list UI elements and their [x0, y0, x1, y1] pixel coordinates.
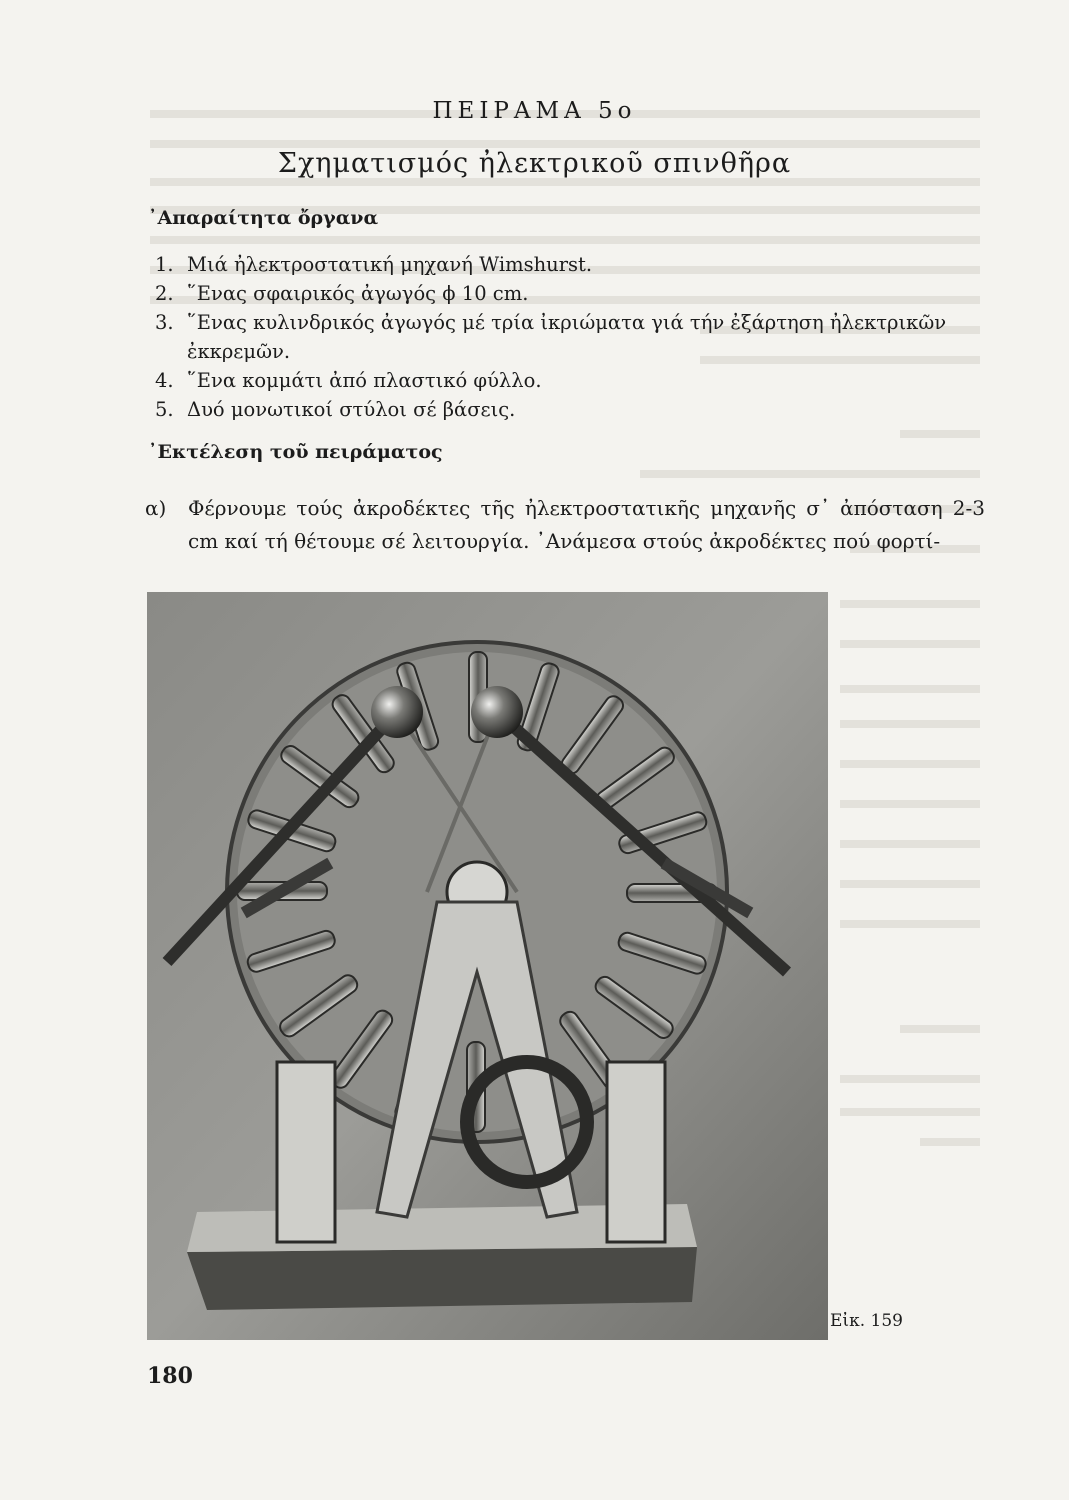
- item-number: 3.: [155, 311, 174, 334]
- list-item: [155, 250, 985, 279]
- procedure-section-label: ᾿Εκτέλεση τοῦ πειράματος: [148, 441, 443, 463]
- item-number: 2.: [155, 282, 174, 305]
- item-text: ῞Ενα κομμάτι ἀπό πλαστικό φύλλο.: [187, 369, 542, 392]
- item-text: ῞Ενας σφαιρικός ἀγωγός ϕ 10 cm.: [187, 282, 529, 305]
- page-number: 180: [147, 1363, 193, 1389]
- tools-list: [155, 250, 985, 424]
- tools-section-label: ᾿Απαραίτητα ὄργανα: [148, 207, 379, 229]
- item-text: ῞Ενας κυλινδρικός ἀγωγός μέ τρία ἰκριώματα γιά τήν ἐξάρτηση ἠλεκτρικῶν ἐκκρεμῶν.: [187, 311, 947, 363]
- item-text: Μιά ἠλεκτροστατική μηχανή Wimshurst.: [187, 253, 593, 276]
- list-item: [155, 366, 985, 395]
- item-number: 5.: [155, 398, 174, 421]
- step-text: Φέρνουμε τούς ἀκροδέκτες τῆς ἠλεκτροστατικῆς μηχανῆς σ᾿ ἀπόσταση 2-3 cm καί τή θέτουμε σέ λειτουργία. ᾿Ανάμεσα στούς ἀκροδέκτες πού φορτί-: [188, 496, 985, 553]
- item-text: Δυό μονωτικοί στύλοι σέ βάσεις.: [187, 398, 516, 421]
- step-marker: α): [145, 496, 167, 520]
- procedure-step: [145, 492, 985, 558]
- item-number: 1.: [155, 253, 174, 276]
- list-item: [155, 308, 985, 366]
- wimshurst-machine-photo: [147, 592, 828, 1340]
- experiment-heading: ΠΕΙΡΑΜΑ 5ο: [432, 98, 637, 124]
- list-item: [155, 395, 985, 424]
- item-number: 4.: [155, 369, 174, 392]
- list-item: [155, 279, 985, 308]
- experiment-title: Σχηματισμός ἠλεκτρικοῦ σπινθῆρα: [277, 148, 792, 179]
- figure-caption: Εἰκ. 159: [830, 1311, 903, 1331]
